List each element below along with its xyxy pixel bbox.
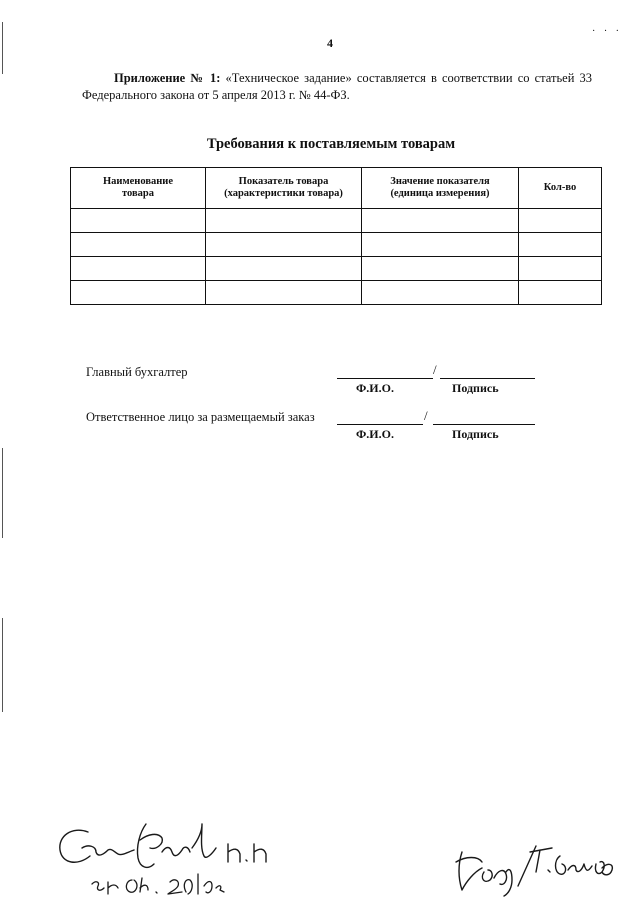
table-title: Требования к поставляемым товарам [206,136,456,152]
responsible-person-sign-caption: Подпись [452,427,499,441]
margin-mark [2,618,3,712]
responsible-person-fio-line [337,424,423,425]
page-number: 4 [327,36,333,50]
appendix-label: Приложение № 1: [114,71,221,85]
chief-accountant-sign-line [440,378,535,379]
intro-paragraph [82,70,592,104]
header-cell-indicator: Показатель товара (характеристики товара) [206,168,362,209]
chief-accountant-label: Главный бухгалтер [86,365,188,379]
chief-accountant-fio-caption: Ф.И.О. [356,381,394,395]
table-row [71,233,602,257]
handwritten-signature-right [452,842,632,902]
appendix-text: «Техническое задание» составляется в соответствии со статьей 33 Федерального закона от 5 апреля 2013 г. № 44-ФЗ. [82,71,593,102]
table-row [71,257,602,281]
chief-accountant-sign-caption: Подпись [452,381,499,395]
table-row [71,281,602,305]
chief-accountant-separator: / [433,362,437,377]
header-cell-name: Наименование товара [71,168,206,209]
requirements-table [70,167,602,305]
responsible-person-sign-line [433,424,535,425]
header-cell-qty: Кол-во [519,168,602,209]
table-header-row [71,168,602,209]
responsible-person-fio-caption: Ф.И.О. [356,427,394,441]
header-cell-value: Значение показателя (единица измерения) [362,168,519,209]
margin-mark [2,448,3,538]
chief-accountant-fio-line [337,378,433,379]
handwritten-signature-left [52,818,292,898]
responsible-person-label: Ответственное лицо за размещаемый заказ [86,410,315,424]
responsible-person-separator: / [424,408,428,423]
table-row [71,209,602,233]
scan-specks: · · · [592,26,622,37]
